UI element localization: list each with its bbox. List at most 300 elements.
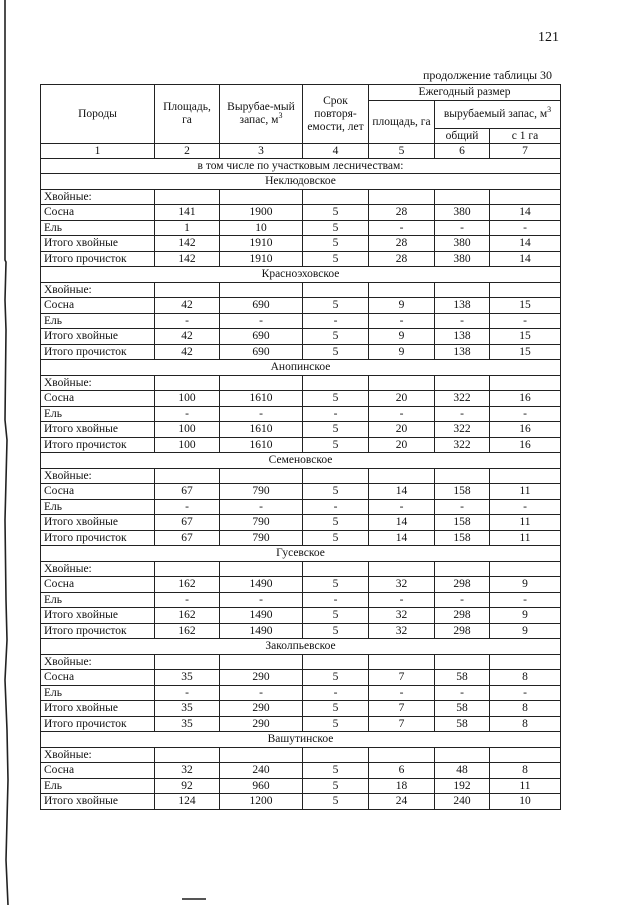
row-label: Хвойные:	[41, 747, 155, 763]
table-cell	[435, 189, 490, 205]
logging-table	[40, 84, 561, 810]
table-row	[41, 189, 561, 205]
table-cell: 5	[303, 515, 369, 531]
table-cell: -	[369, 313, 435, 329]
table-row	[41, 251, 561, 267]
table-cell: 5	[303, 344, 369, 360]
table-cell: 1490	[220, 608, 303, 624]
header-annual-stock-text: вырубаемый запас, м	[443, 108, 548, 120]
table-cell: 5	[303, 608, 369, 624]
table-cell: -	[220, 685, 303, 701]
row-label: Итого хвойные	[41, 794, 155, 810]
table-row	[41, 670, 561, 686]
table-cell: 5	[303, 391, 369, 407]
table-row	[41, 701, 561, 717]
table-cell	[435, 375, 490, 391]
table-cell: 5	[303, 763, 369, 779]
table-cell	[155, 375, 220, 391]
section-name: Красноэховское	[41, 267, 561, 283]
section-header-row	[41, 639, 561, 655]
page-footer-mark	[182, 898, 206, 904]
table-cell: -	[155, 313, 220, 329]
table-cell: 322	[435, 391, 490, 407]
section-name: Вашутинское	[41, 732, 561, 748]
table-cell: 100	[155, 422, 220, 438]
header-annual: Ежегодный размер	[369, 85, 561, 101]
table-cell: 14	[369, 484, 435, 500]
table-cell	[435, 654, 490, 670]
table-cell: 790	[220, 515, 303, 531]
table-row	[41, 329, 561, 345]
table-row	[41, 608, 561, 624]
table-cell: 5	[303, 329, 369, 345]
row-label: Итого прочисток	[41, 251, 155, 267]
table-cell: 48	[435, 763, 490, 779]
table-cell	[303, 747, 369, 763]
row-label: Итого прочисток	[41, 344, 155, 360]
header-species: Породы	[41, 85, 155, 144]
table-cell: -	[490, 592, 561, 608]
table-cell: 380	[435, 236, 490, 252]
table-cell: 1490	[220, 623, 303, 639]
table-cell: 290	[220, 670, 303, 686]
table-cell: 124	[155, 794, 220, 810]
table-body	[41, 159, 561, 810]
table-cell	[490, 747, 561, 763]
table-cell: 14	[490, 251, 561, 267]
table-cell: 32	[369, 623, 435, 639]
table-cell: -	[369, 592, 435, 608]
table-cell: 1910	[220, 236, 303, 252]
table-cell: -	[435, 406, 490, 422]
table-cell	[303, 375, 369, 391]
table-cell: 5	[303, 251, 369, 267]
table-cell: -	[435, 685, 490, 701]
row-label: Хвойные:	[41, 189, 155, 205]
table-cell: -	[490, 499, 561, 515]
table-cell: 28	[369, 205, 435, 221]
table-cell: 158	[435, 530, 490, 546]
table-cell	[155, 189, 220, 205]
table-row	[41, 716, 561, 732]
table-cell: 322	[435, 437, 490, 453]
table-cell: 5	[303, 794, 369, 810]
table-row	[41, 778, 561, 794]
header-stock-sup: 3	[278, 111, 283, 121]
table-cell	[303, 189, 369, 205]
header-annual-area: площадь, га	[369, 101, 435, 144]
table-cell: 14	[369, 530, 435, 546]
table-cell: 141	[155, 205, 220, 221]
table-cell	[155, 468, 220, 484]
table-row	[41, 375, 561, 391]
table-row	[41, 794, 561, 810]
table-row	[41, 298, 561, 314]
row-label: Сосна	[41, 670, 155, 686]
table-cell: 1610	[220, 422, 303, 438]
row-label: Ель	[41, 406, 155, 422]
table-cell: 690	[220, 298, 303, 314]
row-label: Сосна	[41, 577, 155, 593]
header-stock-text: Вырубае-мый запас, м	[227, 101, 295, 126]
section-header-row	[41, 360, 561, 376]
table-cell: 5	[303, 778, 369, 794]
table-row	[41, 763, 561, 779]
table-cell: -	[369, 499, 435, 515]
table-cell: 28	[369, 251, 435, 267]
row-label: Итого хвойные	[41, 329, 155, 345]
table-cell: -	[155, 406, 220, 422]
table-cell: 298	[435, 623, 490, 639]
table-cell	[220, 375, 303, 391]
table-cell	[303, 468, 369, 484]
table-cell: 298	[435, 577, 490, 593]
table-cell: -	[155, 685, 220, 701]
table-cell: 6	[369, 763, 435, 779]
table-cell	[490, 282, 561, 298]
table-cell: 290	[220, 716, 303, 732]
table-cell: 322	[435, 422, 490, 438]
table-cell: 16	[490, 422, 561, 438]
table-cell: 67	[155, 530, 220, 546]
table-cell: -	[155, 592, 220, 608]
header-annual-per-ha: с 1 га	[490, 129, 561, 144]
row-label: Ель	[41, 592, 155, 608]
table-cell: 138	[435, 344, 490, 360]
table-row	[41, 313, 561, 329]
table-cell: 9	[490, 577, 561, 593]
table-cell: 158	[435, 484, 490, 500]
table-cell: 16	[490, 437, 561, 453]
row-label: Сосна	[41, 298, 155, 314]
table-cell: 240	[220, 763, 303, 779]
row-label: Итого прочисток	[41, 623, 155, 639]
table-cell: -	[303, 499, 369, 515]
table-cell: 15	[490, 298, 561, 314]
table-cell: 138	[435, 298, 490, 314]
table-cell: 1	[155, 220, 220, 236]
table-row	[41, 685, 561, 701]
table-cell: 1910	[220, 251, 303, 267]
table-cell: 14	[490, 236, 561, 252]
table-cell	[369, 561, 435, 577]
table-row	[41, 391, 561, 407]
table-cell: 5	[303, 623, 369, 639]
table-row	[41, 515, 561, 531]
table-cell: -	[303, 592, 369, 608]
table-cell: 162	[155, 623, 220, 639]
section-header-row	[41, 453, 561, 469]
table-cell	[490, 375, 561, 391]
page-number: 121	[538, 30, 559, 45]
column-number: 1	[41, 144, 155, 159]
table-cell: -	[220, 592, 303, 608]
table-cell: 162	[155, 608, 220, 624]
row-label: Итого прочисток	[41, 437, 155, 453]
table-row	[41, 623, 561, 639]
table-row	[41, 577, 561, 593]
table-cell: 192	[435, 778, 490, 794]
row-label: Итого хвойные	[41, 515, 155, 531]
table-cell: 14	[369, 515, 435, 531]
table-cell	[220, 561, 303, 577]
intro-label: в том числе по участковым лесничествам:	[41, 159, 561, 174]
table-cell: 42	[155, 344, 220, 360]
table-cell: 790	[220, 530, 303, 546]
table-cell: 20	[369, 437, 435, 453]
table-cell: 28	[369, 236, 435, 252]
table-cell	[155, 561, 220, 577]
table-cell: 5	[303, 701, 369, 717]
table-row	[41, 468, 561, 484]
table-cell: 14	[490, 205, 561, 221]
table-row	[41, 220, 561, 236]
table-cell: 380	[435, 251, 490, 267]
table-cell	[369, 282, 435, 298]
row-label: Итого прочисток	[41, 530, 155, 546]
row-label: Ель	[41, 685, 155, 701]
table-cell: -	[435, 592, 490, 608]
table-cell: -	[490, 685, 561, 701]
table-cell	[369, 468, 435, 484]
table-cell: 5	[303, 484, 369, 500]
row-label: Итого прочисток	[41, 716, 155, 732]
header-annual-total: общий	[435, 129, 490, 144]
row-label: Хвойные:	[41, 282, 155, 298]
table-cell: 58	[435, 670, 490, 686]
section-header-row	[41, 267, 561, 283]
table-cell	[490, 468, 561, 484]
section-name: Анопинское	[41, 360, 561, 376]
table-cell	[303, 282, 369, 298]
table-cell: 1490	[220, 577, 303, 593]
row-label: Хвойные:	[41, 561, 155, 577]
table-cell: 20	[369, 391, 435, 407]
table-cell: -	[369, 685, 435, 701]
table-cell	[220, 282, 303, 298]
table-cell	[435, 282, 490, 298]
table-cell: 32	[369, 577, 435, 593]
table-cell: 5	[303, 437, 369, 453]
table-cell: 158	[435, 515, 490, 531]
row-label: Итого хвойные	[41, 701, 155, 717]
column-number: 5	[369, 144, 435, 159]
table-cell	[435, 468, 490, 484]
table-cell: 240	[435, 794, 490, 810]
table-row	[41, 654, 561, 670]
column-number: 2	[155, 144, 220, 159]
table-cell: 42	[155, 329, 220, 345]
table-cell: 100	[155, 391, 220, 407]
table-cell	[369, 189, 435, 205]
column-number: 3	[220, 144, 303, 159]
table-cell: 35	[155, 701, 220, 717]
row-label: Итого хвойные	[41, 236, 155, 252]
table-row	[41, 484, 561, 500]
section-header-row	[41, 732, 561, 748]
table-cell: -	[369, 406, 435, 422]
intro-row	[41, 159, 561, 174]
column-number: 6	[435, 144, 490, 159]
header-annual-stock	[435, 101, 561, 129]
table-cell	[220, 189, 303, 205]
table-cell	[435, 747, 490, 763]
table-cell: -	[303, 406, 369, 422]
table-cell: 162	[155, 577, 220, 593]
table-cell: -	[435, 220, 490, 236]
table-cell: 32	[369, 608, 435, 624]
table-cell	[155, 654, 220, 670]
table-cell: 9	[369, 344, 435, 360]
table-cell: 298	[435, 608, 490, 624]
table-cell: 5	[303, 670, 369, 686]
table-cell: 5	[303, 205, 369, 221]
table-cell: 7	[369, 670, 435, 686]
table-cell: 8	[490, 701, 561, 717]
table-cell: -	[490, 313, 561, 329]
table-cell: 7	[369, 716, 435, 732]
table-cell: -	[369, 220, 435, 236]
table-cell: 142	[155, 251, 220, 267]
table-cell	[369, 375, 435, 391]
table-row	[41, 592, 561, 608]
table-cell: -	[435, 313, 490, 329]
table-cell: 1610	[220, 437, 303, 453]
table-row	[41, 282, 561, 298]
row-label: Ель	[41, 499, 155, 515]
row-label: Ель	[41, 313, 155, 329]
table-cell: -	[155, 499, 220, 515]
section-name: Заколпьевское	[41, 639, 561, 655]
table-cell: 100	[155, 437, 220, 453]
table-cell: 790	[220, 484, 303, 500]
table-cell: 58	[435, 716, 490, 732]
table-cell: 92	[155, 778, 220, 794]
table-cell: 24	[369, 794, 435, 810]
table-cell	[303, 654, 369, 670]
table-cell: 9	[490, 608, 561, 624]
table-cell: 1900	[220, 205, 303, 221]
table-cell: 138	[435, 329, 490, 345]
table-cell: 16	[490, 391, 561, 407]
table-cell: 58	[435, 701, 490, 717]
table-cell: -	[303, 313, 369, 329]
table-cell	[369, 654, 435, 670]
table-continuation-label: продолжение таблицы 30	[423, 68, 553, 82]
table-cell: 960	[220, 778, 303, 794]
table-cell	[369, 747, 435, 763]
table-cell: 15	[490, 329, 561, 345]
table-cell: -	[490, 406, 561, 422]
table-cell: 5	[303, 220, 369, 236]
column-number: 7	[490, 144, 561, 159]
table-cell: 1610	[220, 391, 303, 407]
table-cell: 20	[369, 422, 435, 438]
section-header-row	[41, 174, 561, 190]
table-cell	[220, 654, 303, 670]
table-cell: 11	[490, 530, 561, 546]
table-cell	[155, 747, 220, 763]
table-cell: 11	[490, 515, 561, 531]
table-cell: 5	[303, 422, 369, 438]
table-cell: 690	[220, 344, 303, 360]
table-cell: 8	[490, 763, 561, 779]
table-cell: 35	[155, 670, 220, 686]
binding-edge-mark	[0, 0, 10, 905]
section-header-row	[41, 546, 561, 562]
table-row	[41, 530, 561, 546]
table-cell: -	[303, 685, 369, 701]
table-cell: 7	[369, 701, 435, 717]
header-period: Срок повторя-емости, лет	[303, 85, 369, 144]
header-annual-stock-sup: 3	[547, 105, 552, 115]
table-row	[41, 205, 561, 221]
table-cell	[490, 189, 561, 205]
table-cell: 5	[303, 236, 369, 252]
table-cell	[220, 468, 303, 484]
table-row	[41, 406, 561, 422]
table-cell: 42	[155, 298, 220, 314]
section-name: Гусевское	[41, 546, 561, 562]
table-cell: 67	[155, 484, 220, 500]
table-row	[41, 437, 561, 453]
table-cell	[155, 282, 220, 298]
table-cell	[435, 561, 490, 577]
row-label: Ель	[41, 220, 155, 236]
header-stock	[220, 85, 303, 144]
row-label: Итого хвойные	[41, 608, 155, 624]
table-cell: 32	[155, 763, 220, 779]
table-cell: -	[220, 406, 303, 422]
header-area: Площадь, га	[155, 85, 220, 144]
row-label: Хвойные:	[41, 468, 155, 484]
table-cell: 9	[369, 298, 435, 314]
table-cell: 8	[490, 716, 561, 732]
table-cell: 35	[155, 716, 220, 732]
table-cell: 380	[435, 205, 490, 221]
table-cell: 9	[490, 623, 561, 639]
table-cell: 8	[490, 670, 561, 686]
row-label: Хвойные:	[41, 375, 155, 391]
section-name: Неклюдовское	[41, 174, 561, 190]
table-cell: 11	[490, 484, 561, 500]
table-cell: 5	[303, 577, 369, 593]
section-name: Семеновское	[41, 453, 561, 469]
table-cell: 9	[369, 329, 435, 345]
table-row	[41, 422, 561, 438]
table-cell: 67	[155, 515, 220, 531]
table-cell: 5	[303, 530, 369, 546]
table-cell: -	[435, 499, 490, 515]
table-cell	[303, 561, 369, 577]
row-label: Сосна	[41, 391, 155, 407]
table-cell: 15	[490, 344, 561, 360]
column-number-row	[41, 144, 561, 159]
table-row	[41, 344, 561, 360]
table-cell: -	[490, 220, 561, 236]
row-label: Сосна	[41, 763, 155, 779]
table-cell: 10	[220, 220, 303, 236]
row-label: Ель	[41, 778, 155, 794]
table-cell: 690	[220, 329, 303, 345]
row-label: Сосна	[41, 484, 155, 500]
table-cell	[490, 654, 561, 670]
table-cell: 10	[490, 794, 561, 810]
table-row	[41, 561, 561, 577]
table-row	[41, 499, 561, 515]
table-row	[41, 747, 561, 763]
table-cell: 1200	[220, 794, 303, 810]
